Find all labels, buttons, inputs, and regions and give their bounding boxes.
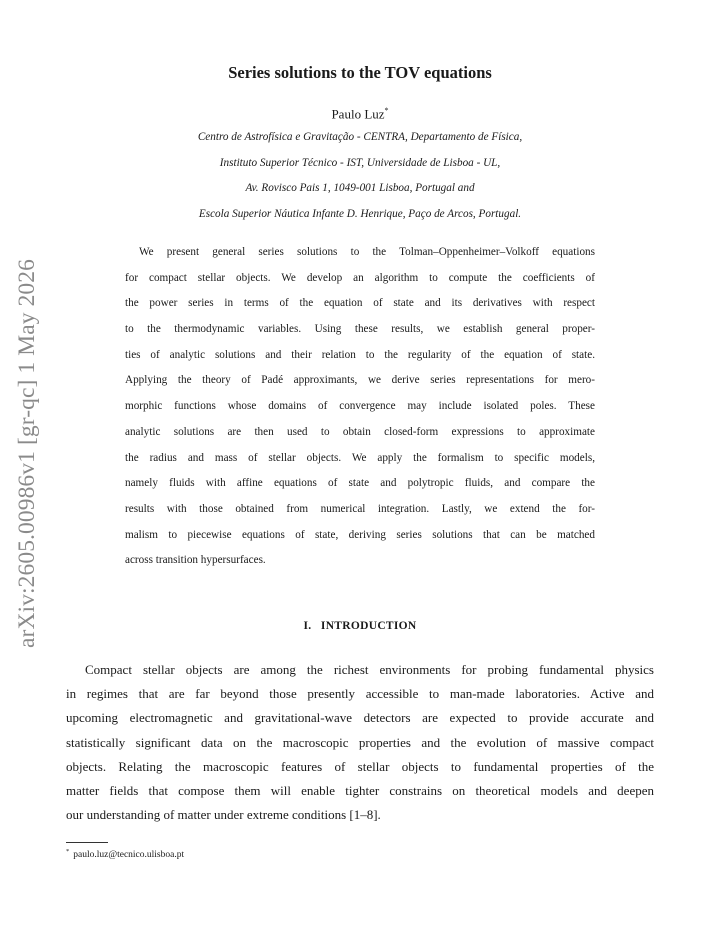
abstract-line: ties of analytic solutions and their relation to the regularity of the equation of state. xyxy=(125,348,595,361)
footnote-mark: * xyxy=(66,848,70,855)
abstract xyxy=(125,240,595,574)
arxiv-identifier-text: arXiv:2605.00986v1 [gr-qc] 1 May 2026 xyxy=(13,258,40,648)
body-text-line: statistically significant data on the macroscopic properties and the evolution of massive compact xyxy=(66,734,654,750)
author-footnote-mark: * xyxy=(384,106,389,115)
author-name: Paulo Luz xyxy=(331,106,385,122)
paper-title: Series solutions to the TOV equations xyxy=(228,63,492,82)
abstract-line: across transition hypersurfaces. xyxy=(125,554,266,567)
body-text-line: matter fields that compose them will enable tighter constrains on theoretical models and deepen xyxy=(66,782,654,798)
introduction-paragraph xyxy=(66,658,654,827)
abstract-line: namely fluids with affine equations of state and polytropic fluids, and compare the xyxy=(125,477,595,490)
author-email: paulo.luz@tecnico.ulisboa.pt xyxy=(73,850,185,861)
affiliation-line: Av. Rovisco Pais 1, 1049-001 Lisboa, Portugal and xyxy=(245,182,475,194)
body-text-line: objects. Relating the macroscopic features of stellar objects to fundamental properties of the xyxy=(66,758,654,774)
affiliation-line: Instituto Superior Técnico - IST, Universidade de Lisboa - UL, xyxy=(219,157,501,169)
body-text-line: in regimes that are far beyond those presently accessible to man-made laboratories. Active and xyxy=(66,686,654,702)
abstract-line: for compact stellar objects. We develop an algorithm to compute the coefficients of xyxy=(125,271,595,284)
abstract-line: the radius and mass of stellar objects. We apply the formalism to specific models, xyxy=(125,451,595,464)
body-text-line: Compact stellar objects are among the richest environments for probing fundamental physics xyxy=(85,662,654,677)
abstract-line: the power series in terms of the equation of state and its derivatives with respect xyxy=(125,297,595,310)
section-heading xyxy=(0,620,720,632)
abstract-line: morphic functions whose domains of convergence may include isolated poles. These xyxy=(125,400,595,413)
abstract-line: malism to piecewise equations of state, deriving series solutions that can be matched xyxy=(125,528,595,541)
body-text-line: our understanding of matter under extreme conditions [1–8]. xyxy=(66,807,381,823)
footnote xyxy=(66,848,184,860)
abstract-line: analytic solutions are then used to obtain closed-form expressions to approximate xyxy=(125,425,595,438)
abstract-line: Applying the theory of Padé approximants, we derive series representations for mero- xyxy=(125,374,595,387)
arxiv-identifier-stamp xyxy=(12,258,42,648)
affiliation-line: Centro de Astrofísica e Gravitação - CENTRA, Departamento de Física, xyxy=(197,131,523,143)
affiliation-line: Escola Superior Náutica Infante D. Henrique, Paço de Arcos, Portugal. xyxy=(198,208,522,220)
body-text-line: upcoming electromagnetic and gravitational-wave detectors are expected to provide accurate and xyxy=(66,710,654,726)
author-line xyxy=(0,106,720,122)
section-title: INTRODUCTION xyxy=(320,620,417,632)
section-number: I. xyxy=(303,620,312,632)
abstract-line: results with those obtained from numerical integration. Lastly, we extend the for- xyxy=(125,502,595,515)
footnote-divider xyxy=(66,842,108,843)
abstract-line: We present general series solutions to the Tolman–Oppenheimer–Volkoff equations xyxy=(139,246,595,258)
abstract-line: to the thermodynamic variables. Using these results, we establish general proper- xyxy=(125,323,595,336)
